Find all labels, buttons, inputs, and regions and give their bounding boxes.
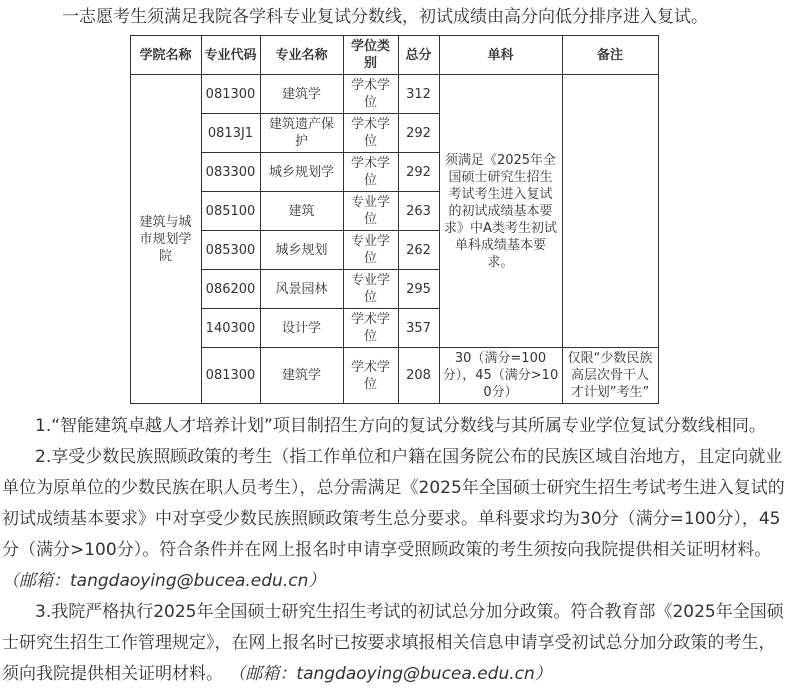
- header-degree: 学位类别: [343, 36, 398, 75]
- degree-type: 学术学位: [343, 114, 398, 153]
- note-2: [2, 442, 786, 597]
- degree-type: 学术学位: [343, 75, 398, 114]
- major-name: 建筑学: [260, 348, 343, 404]
- note-3: [2, 597, 786, 690]
- subject-requirement-cell: 须满足《2025年全国硕士研究生招生考试考生进入复试的初试成绩基本要求》中A类考生初试单科成绩基本要求。: [439, 75, 562, 348]
- major-code: 085300: [201, 231, 260, 270]
- note-3-email: （邮箱：tangdaoying@bucea.edu.cn）: [228, 664, 552, 684]
- major-code: 086200: [201, 270, 260, 309]
- total-score: 312: [398, 75, 439, 114]
- degree-type: 学术学位: [343, 309, 398, 348]
- score-table: [130, 35, 659, 404]
- degree-type: 专业学位: [343, 192, 398, 231]
- notes-section: [0, 411, 788, 690]
- remark-cell-last: 仅限“少数民族高层次骨干人才计划”考生”: [562, 348, 658, 404]
- college-name-cell: 建筑与城市规划学院: [130, 75, 201, 404]
- header-major: 专业名称: [260, 36, 343, 75]
- major-name: 建筑: [260, 192, 343, 231]
- major-name: 风景园林: [260, 270, 343, 309]
- degree-type: 专业学位: [343, 231, 398, 270]
- total-score: 208: [398, 348, 439, 404]
- table-row: [130, 75, 658, 114]
- total-score: 357: [398, 309, 439, 348]
- note-1: [2, 411, 786, 442]
- total-score: 292: [398, 114, 439, 153]
- table-header-row: [130, 36, 658, 75]
- header-total: 总分: [398, 36, 439, 75]
- major-code: 081300: [201, 348, 260, 404]
- total-score: 295: [398, 270, 439, 309]
- intro-text: 一志愿考生须满足我院各学科专业复试分数线，初试成绩由高分向低分排序进入复试。: [62, 7, 708, 27]
- major-code: 0813J1: [201, 114, 260, 153]
- major-code: 085100: [201, 192, 260, 231]
- note-1-text: 1.“智能建筑卓越人才培养计划”项目制招生方向的复试分数线与其所属专业学位复试分数线相同。: [35, 416, 766, 436]
- total-score: 262: [398, 231, 439, 270]
- header-remark: 备注: [562, 36, 658, 75]
- header-code: 专业代码: [201, 36, 260, 75]
- degree-type: 专业学位: [343, 270, 398, 309]
- note-2-email: （邮箱：tangdaoying@bucea.edu.cn）: [2, 571, 326, 591]
- degree-type: 学术学位: [343, 153, 398, 192]
- major-name: 建筑学: [260, 75, 343, 114]
- major-code: 081300: [201, 75, 260, 114]
- major-name: 城乡规划学: [260, 153, 343, 192]
- note-3-text: 3.我院严格执行2025年全国硕士研究生招生考试的初试总分加分政策。符合教育部《2025年全国硕士研究生招生工作管理规定》，在网上报名时已按要求填报相关信息申请享受初试总分加分政策的考生，须向我院提供相关证明材料。: [2, 602, 784, 684]
- major-name: 设计学: [260, 309, 343, 348]
- remark-cell-common: [562, 75, 658, 348]
- header-subject: 单科: [439, 36, 562, 75]
- header-college: 学院名称: [130, 36, 201, 75]
- table-row: [130, 348, 658, 404]
- major-code: 083300: [201, 153, 260, 192]
- total-score: 292: [398, 153, 439, 192]
- major-name: 建筑遗产保护: [260, 114, 343, 153]
- degree-type: 学术学位: [343, 348, 398, 404]
- major-code: 140300: [201, 309, 260, 348]
- total-score: 263: [398, 192, 439, 231]
- subject-requirement-last: 30（满分=100分），45（满分>100分）: [439, 348, 562, 404]
- note-2-text: 2.享受少数民族照顾政策的考生（指工作单位和户籍在国务院公布的民族区域自治地方，且定向就业单位为原单位的少数民族在职人员考生），总分需满足《2025年全国硕士研究生招生考试考生进入复试的初试成绩基本要求》中对享受少数民族照顾政策考生总分要求。单科要求均为30分（满分=100分），45分（满分>100分）。符合条件并在网上报名时申请享受照顾政策的考生须按向我院提供相关证明材料。: [2, 447, 785, 560]
- major-name: 城乡规划: [260, 231, 343, 270]
